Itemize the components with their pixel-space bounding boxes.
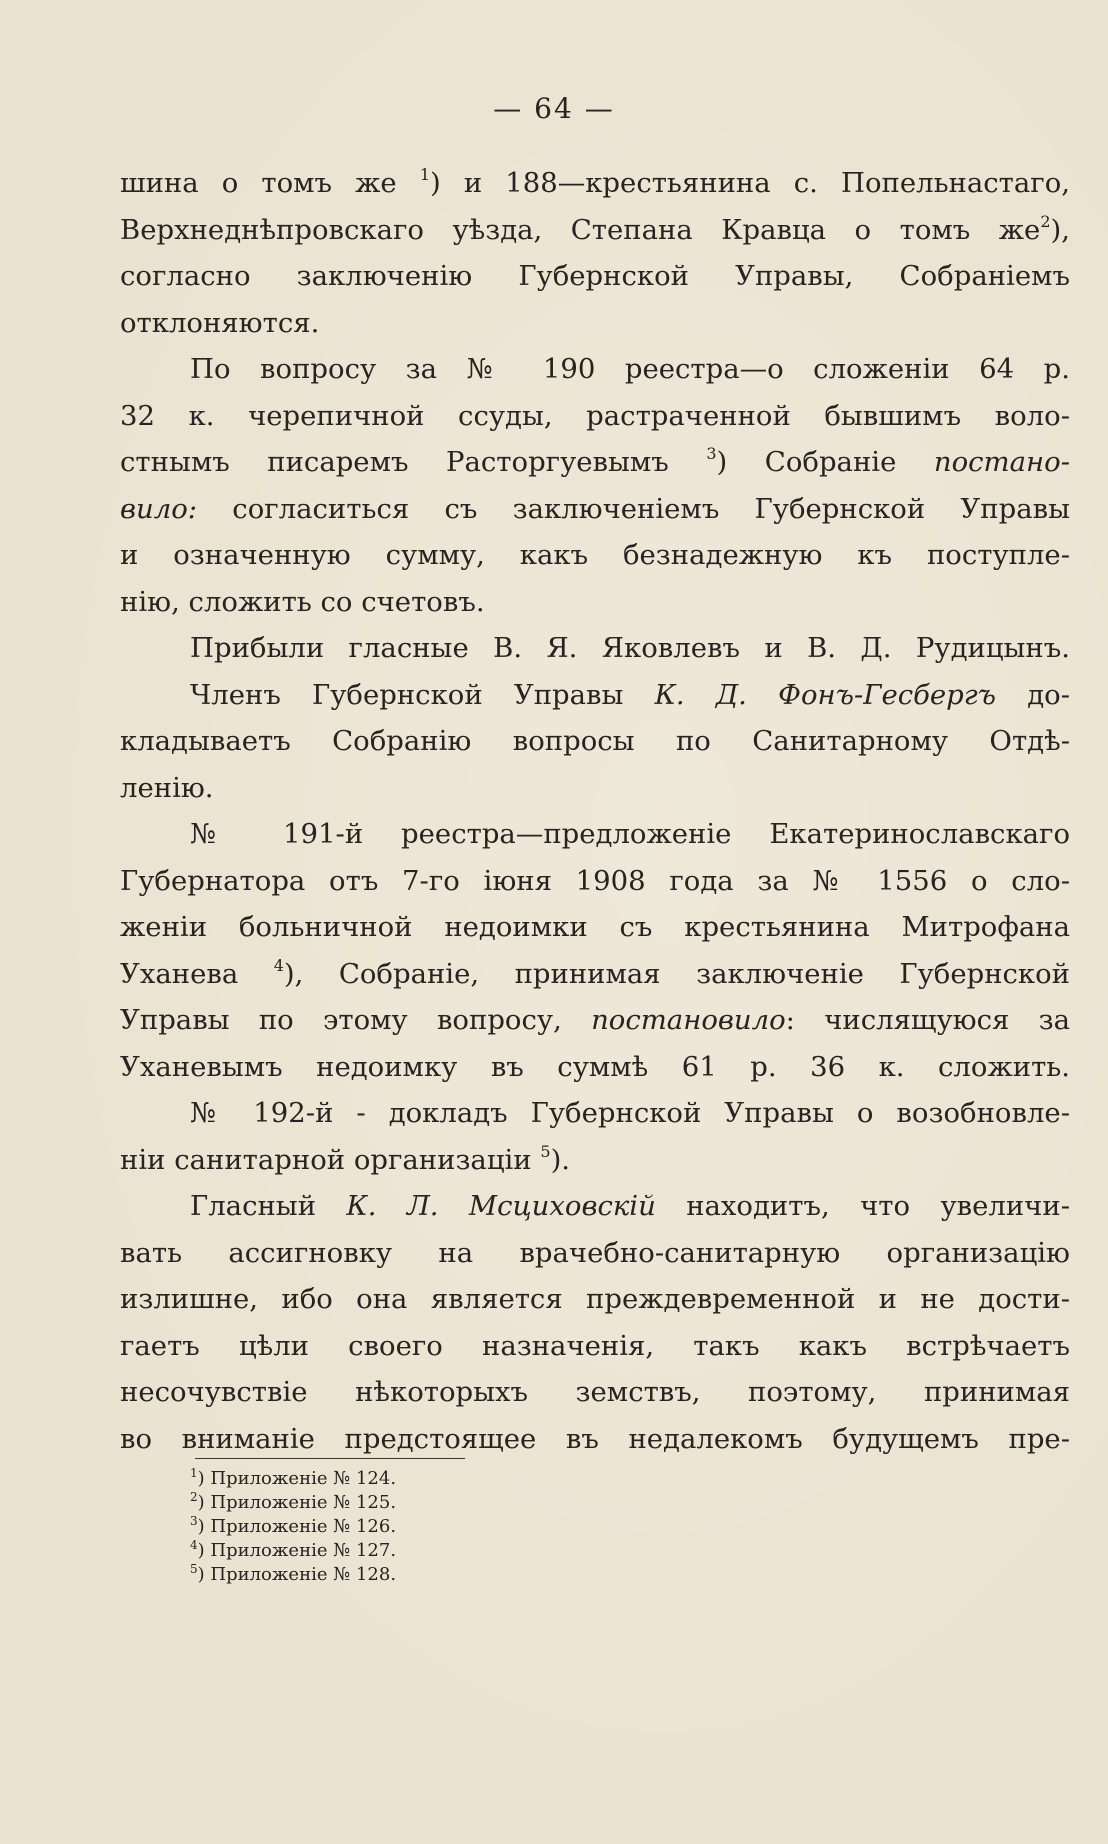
text-segment: стнымъ писаремъ Расторгуевымъ [120,446,707,478]
text-segment: По вопросу за № 190 реестра—о сложеніи 64 р. [190,353,1070,385]
footnote-ref: 1 [419,165,430,184]
text-line [120,300,1070,347]
text-segment: ), [1050,213,1070,246]
footnote [190,1539,790,1563]
footnote-divider [195,1458,465,1459]
text-line [120,532,1070,579]
italic-text: вило: [120,492,198,525]
text-segment: № 192-й - докладъ Губернской Управы о возобновле- [190,1097,1070,1129]
footnote [190,1467,790,1491]
text-segment: Гласный [190,1190,347,1222]
text-segment: ). [550,1143,571,1176]
text-segment: отклоняются. [120,306,320,339]
text-segment: нію, сложить со счетовъ. [120,585,485,618]
text-segment: несочувствіе нѣкоторыхъ земствъ, поэтому, принимая [120,1376,1070,1408]
text-line [120,486,1070,533]
text-line [120,1230,1070,1277]
footnote-text: ) Приложеніе № 126. [197,1516,397,1537]
footnote [190,1563,790,1587]
italic-text: К. Л. Мсциховскій [346,1190,656,1222]
italic-text: постановило [591,1004,786,1036]
text-segment: вать ассигновку на врачебно-санитарную организацію [120,1236,1070,1269]
footnote-text: ) Приложеніе № 125. [197,1492,397,1513]
text-line [120,811,1070,858]
body-text [120,160,1070,1462]
footnote-mark: 1 [190,1466,198,1480]
footnotes [190,1467,790,1587]
text-line [120,1416,1070,1463]
footnote-ref: 3 [706,444,717,463]
text-line [120,1183,1070,1230]
italic-text: постано- [933,446,1070,478]
text-line [120,393,1070,440]
text-segment: до- [996,678,1070,711]
text-segment: Губернатора отъ 7-го іюня 1908 года за № 1556 о сло- [120,864,1070,897]
text-segment: Верхнеднѣпровскаго уѣзда, Степана Кравца о томъ же [120,213,1041,246]
text-segment: ніи санитарной организаціи [120,1143,541,1176]
text-line [120,346,1070,393]
text-line [120,253,1070,300]
footnote-mark: 2 [190,1490,198,1504]
page-number: — 64 — [493,92,615,125]
text-line [120,1276,1070,1323]
text-line [120,1323,1070,1370]
footnote-text: ) Приложеніе № 128. [197,1564,397,1585]
text-line [120,439,1070,486]
text-segment: излишне, ибо она является преждевременной и не дости- [120,1283,1070,1315]
text-segment: и означенную сумму, какъ безнадежную къ поступле- [120,539,1070,571]
text-segment: ) Собраніе [716,446,934,478]
footnote-ref: 4 [273,955,284,975]
text-segment: женіи больничной недоимки съ крестьянина Митрофана [120,911,1070,943]
footnote-mark: 5 [190,1562,198,1576]
footnote [190,1515,790,1539]
text-segment: согласиться съ заключеніемъ Губернской Управы [197,492,1070,525]
text-segment: : числящуюся за [785,1004,1070,1036]
text-segment: Прибыли гласные В. Я. Яковлевъ и В. Д. Рудицынъ. [190,632,1070,664]
text-line [120,160,1070,207]
text-line [120,1369,1070,1416]
text-segment: во вниманіе предстоящее въ недалекомъ будущемъ пре- [120,1422,1070,1455]
text-segment: Управы по этому вопросу, [120,1004,592,1036]
text-segment: 32 к. черепичной ссуды, растраченной бывшимъ воло- [120,399,1070,432]
text-segment: находитъ, что увеличи- [655,1190,1070,1222]
footnote [190,1491,790,1515]
text-segment: шина о томъ же [120,167,420,199]
text-segment: гаетъ цѣли своего назначенія, такъ какъ встрѣчаетъ [120,1329,1070,1362]
text-line [120,672,1070,719]
text-segment: ), Собраніе, принимая заключеніе Губернской [283,957,1070,990]
footnote-mark: 4 [190,1538,198,1552]
text-line [120,1137,1070,1184]
text-segment: ) и 188—крестьянина с. Попельнастаго, [430,167,1070,199]
text-line [120,858,1070,905]
text-line [120,718,1070,765]
text-line [120,904,1070,951]
text-segment: ленію. [120,771,214,804]
footnote-ref: 5 [540,1141,551,1161]
text-line [120,1044,1070,1091]
footnote-ref: 2 [1040,211,1051,231]
text-line [120,1090,1070,1137]
text-line [120,625,1070,672]
footnote-text: ) Приложеніе № 127. [197,1540,397,1561]
text-segment: Членъ Губернской Управы [190,678,655,711]
text-line [120,997,1070,1044]
italic-text: К. Д. Фонъ-Гесбергъ [654,678,997,711]
footnote-text: ) Приложеніе № 124. [197,1468,397,1489]
text-segment: кладываетъ Собранію вопросы по Санитарному Отдѣ- [120,725,1070,757]
text-segment: Уханева [120,957,274,990]
text-line [120,951,1070,998]
text-line [120,579,1070,626]
text-line [120,765,1070,812]
text-line [120,207,1070,254]
footnote-mark: 3 [190,1514,198,1528]
text-segment: согласно заключенію Губернской Управы, Собраніемъ [120,260,1070,292]
text-segment: № 191-й реестра—предложеніе Екатеринославскаго [190,818,1070,850]
text-segment: Уханевымъ недоимку въ суммѣ 61 р. 36 к. сложить. [120,1050,1070,1083]
